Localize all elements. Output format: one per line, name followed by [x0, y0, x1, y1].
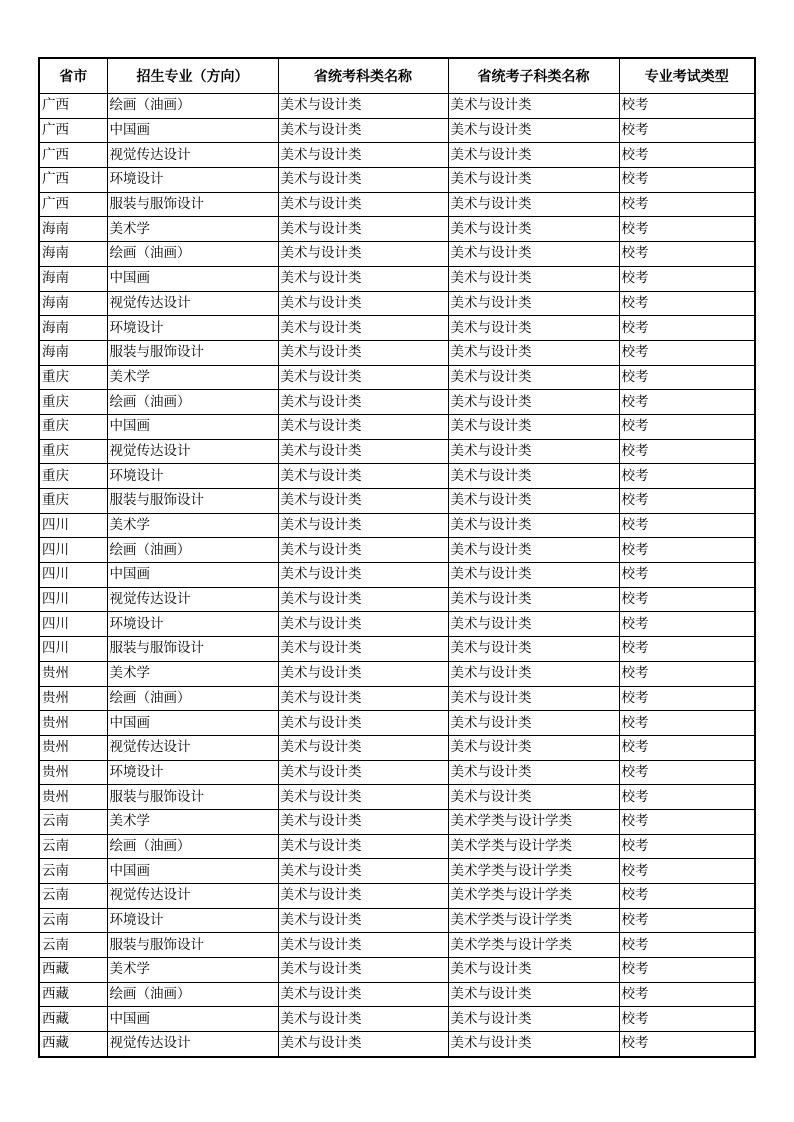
table-row	[39, 760, 755, 785]
cell-province: 四川	[39, 612, 107, 637]
cell-exam-category: 美术与设计类	[278, 365, 448, 390]
cell-exam-type: 校考	[619, 711, 755, 736]
cell-major: 美术学	[107, 365, 278, 390]
cell-province: 四川	[39, 563, 107, 588]
cell-major: 中国画	[107, 414, 278, 439]
cell-major: 服装与服饰设计	[107, 489, 278, 514]
cell-major: 视觉传达设计	[107, 143, 278, 168]
cell-exam-category: 美术与设计类	[278, 785, 448, 810]
cell-exam-type: 校考	[619, 390, 755, 415]
cell-exam-type: 校考	[619, 982, 755, 1007]
table-row	[39, 439, 755, 464]
cell-exam-subcategory: 美术与设计类	[448, 168, 619, 193]
cell-major: 美术学	[107, 958, 278, 983]
cell-exam-category: 美术与设计类	[278, 637, 448, 662]
cell-province: 云南	[39, 834, 107, 859]
table-row	[39, 612, 755, 637]
admissions-table	[38, 57, 756, 1058]
cell-exam-type: 校考	[619, 686, 755, 711]
cell-exam-subcategory: 美术与设计类	[448, 340, 619, 365]
cell-exam-subcategory: 美术与设计类	[448, 390, 619, 415]
cell-province: 广西	[39, 94, 107, 119]
table-row	[39, 266, 755, 291]
cell-exam-type: 校考	[619, 760, 755, 785]
cell-exam-type: 校考	[619, 489, 755, 514]
cell-exam-type: 校考	[619, 809, 755, 834]
cell-major: 视觉传达设计	[107, 884, 278, 909]
cell-major: 绘画（油画）	[107, 982, 278, 1007]
cell-exam-subcategory: 美术与设计类	[448, 563, 619, 588]
cell-major: 环境设计	[107, 316, 278, 341]
cell-major: 绘画（油画）	[107, 834, 278, 859]
cell-major: 服装与服饰设计	[107, 785, 278, 810]
cell-exam-subcategory: 美术与设计类	[448, 661, 619, 686]
table-row	[39, 1032, 755, 1057]
cell-major: 视觉传达设计	[107, 291, 278, 316]
cell-exam-type: 校考	[619, 439, 755, 464]
cell-province: 海南	[39, 291, 107, 316]
cell-major: 视觉传达设计	[107, 1032, 278, 1057]
cell-exam-subcategory: 美术与设计类	[448, 785, 619, 810]
cell-major: 环境设计	[107, 464, 278, 489]
cell-exam-type: 校考	[619, 192, 755, 217]
cell-exam-subcategory: 美术与设计类	[448, 958, 619, 983]
cell-major: 美术学	[107, 809, 278, 834]
cell-province: 海南	[39, 217, 107, 242]
cell-exam-type: 校考	[619, 414, 755, 439]
cell-province: 海南	[39, 340, 107, 365]
cell-exam-category: 美术与设计类	[278, 834, 448, 859]
table-row	[39, 809, 755, 834]
cell-province: 贵州	[39, 686, 107, 711]
table-row	[39, 933, 755, 958]
cell-exam-type: 校考	[619, 118, 755, 143]
cell-exam-type: 校考	[619, 834, 755, 859]
cell-exam-category: 美术与设计类	[278, 439, 448, 464]
header-province: 省市	[39, 58, 107, 94]
cell-exam-type: 校考	[619, 859, 755, 884]
cell-province: 海南	[39, 242, 107, 267]
cell-exam-subcategory: 美术学类与设计学类	[448, 933, 619, 958]
cell-exam-subcategory: 美术与设计类	[448, 439, 619, 464]
cell-province: 西藏	[39, 1032, 107, 1057]
cell-province: 西藏	[39, 958, 107, 983]
cell-exam-category: 美术与设计类	[278, 760, 448, 785]
cell-province: 重庆	[39, 390, 107, 415]
table-row	[39, 735, 755, 760]
cell-exam-category: 美术与设计类	[278, 266, 448, 291]
cell-exam-type: 校考	[619, 1032, 755, 1057]
cell-exam-type: 校考	[619, 365, 755, 390]
cell-major: 绘画（油画）	[107, 390, 278, 415]
cell-exam-category: 美术与设计类	[278, 464, 448, 489]
table-row	[39, 365, 755, 390]
table-row	[39, 489, 755, 514]
table-row	[39, 340, 755, 365]
cell-province: 海南	[39, 266, 107, 291]
cell-province: 云南	[39, 884, 107, 909]
cell-exam-category: 美术与设计类	[278, 809, 448, 834]
table-row	[39, 217, 755, 242]
cell-province: 云南	[39, 908, 107, 933]
cell-exam-subcategory: 美术与设计类	[448, 217, 619, 242]
cell-exam-type: 校考	[619, 908, 755, 933]
header-major: 招生专业（方向）	[107, 58, 278, 94]
cell-province: 四川	[39, 513, 107, 538]
cell-exam-type: 校考	[619, 266, 755, 291]
cell-exam-subcategory: 美术与设计类	[448, 1007, 619, 1032]
cell-exam-subcategory: 美术与设计类	[448, 637, 619, 662]
cell-exam-subcategory: 美术与设计类	[448, 365, 619, 390]
cell-major: 服装与服饰设计	[107, 637, 278, 662]
cell-major: 服装与服饰设计	[107, 933, 278, 958]
cell-exam-type: 校考	[619, 661, 755, 686]
cell-exam-category: 美术与设计类	[278, 735, 448, 760]
cell-exam-category: 美术与设计类	[278, 217, 448, 242]
cell-major: 视觉传达设计	[107, 735, 278, 760]
cell-exam-subcategory: 美术与设计类	[448, 711, 619, 736]
cell-exam-subcategory: 美术与设计类	[448, 316, 619, 341]
cell-exam-category: 美术与设计类	[278, 982, 448, 1007]
cell-exam-subcategory: 美术与设计类	[448, 489, 619, 514]
table-row	[39, 859, 755, 884]
table-row	[39, 192, 755, 217]
cell-province: 西藏	[39, 1007, 107, 1032]
table-row	[39, 94, 755, 119]
cell-exam-type: 校考	[619, 933, 755, 958]
cell-exam-category: 美术与设计类	[278, 513, 448, 538]
cell-exam-type: 校考	[619, 612, 755, 637]
cell-exam-subcategory: 美术学类与设计学类	[448, 809, 619, 834]
cell-exam-subcategory: 美术与设计类	[448, 982, 619, 1007]
cell-province: 贵州	[39, 760, 107, 785]
cell-exam-subcategory: 美术与设计类	[448, 612, 619, 637]
cell-exam-type: 校考	[619, 958, 755, 983]
table-row	[39, 563, 755, 588]
cell-exam-subcategory: 美术与设计类	[448, 94, 619, 119]
cell-major: 服装与服饰设计	[107, 192, 278, 217]
cell-major: 中国画	[107, 711, 278, 736]
cell-major: 绘画（油画）	[107, 538, 278, 563]
cell-exam-category: 美术与设计类	[278, 316, 448, 341]
table-row	[39, 464, 755, 489]
cell-exam-type: 校考	[619, 168, 755, 193]
cell-major: 中国画	[107, 859, 278, 884]
cell-exam-subcategory: 美术与设计类	[448, 192, 619, 217]
cell-exam-category: 美术与设计类	[278, 291, 448, 316]
cell-exam-subcategory: 美术学类与设计学类	[448, 884, 619, 909]
cell-exam-category: 美术与设计类	[278, 94, 448, 119]
cell-province: 海南	[39, 316, 107, 341]
cell-exam-subcategory: 美术与设计类	[448, 291, 619, 316]
cell-province: 重庆	[39, 464, 107, 489]
cell-major: 中国画	[107, 266, 278, 291]
table-row	[39, 118, 755, 143]
table-row	[39, 587, 755, 612]
table-row	[39, 291, 755, 316]
cell-province: 云南	[39, 859, 107, 884]
cell-major: 美术学	[107, 217, 278, 242]
cell-exam-category: 美术与设计类	[278, 340, 448, 365]
cell-province: 广西	[39, 192, 107, 217]
cell-province: 重庆	[39, 439, 107, 464]
cell-exam-category: 美术与设计类	[278, 661, 448, 686]
cell-province: 云南	[39, 809, 107, 834]
cell-province: 四川	[39, 637, 107, 662]
cell-exam-subcategory: 美术与设计类	[448, 1032, 619, 1057]
cell-province: 重庆	[39, 414, 107, 439]
cell-exam-subcategory: 美术与设计类	[448, 587, 619, 612]
cell-province: 四川	[39, 587, 107, 612]
cell-exam-category: 美术与设计类	[278, 118, 448, 143]
table-row	[39, 785, 755, 810]
cell-major: 视觉传达设计	[107, 587, 278, 612]
cell-exam-type: 校考	[619, 1007, 755, 1032]
cell-major: 服装与服饰设计	[107, 340, 278, 365]
cell-exam-subcategory: 美术与设计类	[448, 686, 619, 711]
cell-exam-type: 校考	[619, 316, 755, 341]
cell-exam-category: 美术与设计类	[278, 958, 448, 983]
cell-exam-subcategory: 美术与设计类	[448, 464, 619, 489]
cell-province: 云南	[39, 933, 107, 958]
cell-major: 环境设计	[107, 760, 278, 785]
table-row	[39, 834, 755, 859]
cell-exam-subcategory: 美术学类与设计学类	[448, 859, 619, 884]
table-row	[39, 958, 755, 983]
cell-exam-category: 美术与设计类	[278, 143, 448, 168]
cell-province: 重庆	[39, 489, 107, 514]
table-row	[39, 242, 755, 267]
cell-exam-subcategory: 美术与设计类	[448, 760, 619, 785]
cell-major: 中国画	[107, 1007, 278, 1032]
cell-exam-category: 美术与设计类	[278, 1007, 448, 1032]
cell-major: 美术学	[107, 661, 278, 686]
cell-exam-category: 美术与设计类	[278, 1032, 448, 1057]
header-exam-subcategory: 省统考子科类名称	[448, 58, 619, 94]
cell-exam-subcategory: 美术与设计类	[448, 118, 619, 143]
cell-major: 美术学	[107, 513, 278, 538]
cell-exam-type: 校考	[619, 217, 755, 242]
cell-exam-type: 校考	[619, 735, 755, 760]
cell-exam-subcategory: 美术与设计类	[448, 242, 619, 267]
cell-major: 环境设计	[107, 908, 278, 933]
cell-province: 四川	[39, 538, 107, 563]
cell-province: 贵州	[39, 661, 107, 686]
cell-exam-subcategory: 美术与设计类	[448, 538, 619, 563]
cell-major: 环境设计	[107, 612, 278, 637]
cell-province: 贵州	[39, 785, 107, 810]
cell-exam-category: 美术与设计类	[278, 242, 448, 267]
cell-exam-type: 校考	[619, 94, 755, 119]
table-row	[39, 143, 755, 168]
table-row	[39, 661, 755, 686]
cell-exam-subcategory: 美术与设计类	[448, 735, 619, 760]
cell-major: 绘画（油画）	[107, 94, 278, 119]
cell-exam-category: 美术与设计类	[278, 414, 448, 439]
cell-exam-type: 校考	[619, 587, 755, 612]
cell-major: 绘画（油画）	[107, 242, 278, 267]
table-row	[39, 168, 755, 193]
cell-exam-category: 美术与设计类	[278, 489, 448, 514]
cell-exam-type: 校考	[619, 242, 755, 267]
header-row	[39, 58, 755, 94]
cell-exam-type: 校考	[619, 143, 755, 168]
table-row	[39, 884, 755, 909]
cell-exam-category: 美术与设计类	[278, 711, 448, 736]
cell-exam-subcategory: 美术与设计类	[448, 414, 619, 439]
cell-exam-type: 校考	[619, 291, 755, 316]
table-body	[39, 94, 755, 1057]
cell-exam-type: 校考	[619, 563, 755, 588]
cell-exam-type: 校考	[619, 637, 755, 662]
cell-exam-category: 美术与设计类	[278, 563, 448, 588]
cell-exam-subcategory: 美术学类与设计学类	[448, 908, 619, 933]
cell-province: 西藏	[39, 982, 107, 1007]
cell-major: 中国画	[107, 563, 278, 588]
table-row	[39, 513, 755, 538]
header-exam-category: 省统考科类名称	[278, 58, 448, 94]
cell-exam-type: 校考	[619, 538, 755, 563]
table-row	[39, 908, 755, 933]
table-row	[39, 538, 755, 563]
table-row	[39, 414, 755, 439]
cell-province: 广西	[39, 168, 107, 193]
cell-exam-category: 美术与设计类	[278, 908, 448, 933]
cell-province: 重庆	[39, 365, 107, 390]
table-row	[39, 390, 755, 415]
cell-exam-category: 美术与设计类	[278, 192, 448, 217]
cell-exam-type: 校考	[619, 464, 755, 489]
table-row	[39, 982, 755, 1007]
cell-exam-subcategory: 美术与设计类	[448, 143, 619, 168]
cell-exam-category: 美术与设计类	[278, 859, 448, 884]
cell-major: 视觉传达设计	[107, 439, 278, 464]
cell-major: 中国画	[107, 118, 278, 143]
cell-exam-subcategory: 美术与设计类	[448, 513, 619, 538]
cell-exam-category: 美术与设计类	[278, 686, 448, 711]
cell-province: 贵州	[39, 735, 107, 760]
cell-major: 绘画（油画）	[107, 686, 278, 711]
cell-exam-type: 校考	[619, 884, 755, 909]
cell-exam-category: 美术与设计类	[278, 390, 448, 415]
cell-exam-category: 美术与设计类	[278, 884, 448, 909]
cell-exam-category: 美术与设计类	[278, 168, 448, 193]
cell-province: 贵州	[39, 711, 107, 736]
cell-province: 广西	[39, 118, 107, 143]
cell-exam-type: 校考	[619, 340, 755, 365]
table-row	[39, 316, 755, 341]
cell-exam-category: 美术与设计类	[278, 933, 448, 958]
cell-exam-type: 校考	[619, 513, 755, 538]
table-row	[39, 637, 755, 662]
cell-exam-category: 美术与设计类	[278, 538, 448, 563]
cell-exam-category: 美术与设计类	[278, 612, 448, 637]
cell-exam-type: 校考	[619, 785, 755, 810]
table-row	[39, 711, 755, 736]
cell-exam-category: 美术与设计类	[278, 587, 448, 612]
cell-major: 环境设计	[107, 168, 278, 193]
cell-exam-subcategory: 美术学类与设计学类	[448, 834, 619, 859]
cell-province: 广西	[39, 143, 107, 168]
header-exam-type: 专业考试类型	[619, 58, 755, 94]
cell-exam-subcategory: 美术与设计类	[448, 266, 619, 291]
table-row	[39, 686, 755, 711]
table-row	[39, 1007, 755, 1032]
